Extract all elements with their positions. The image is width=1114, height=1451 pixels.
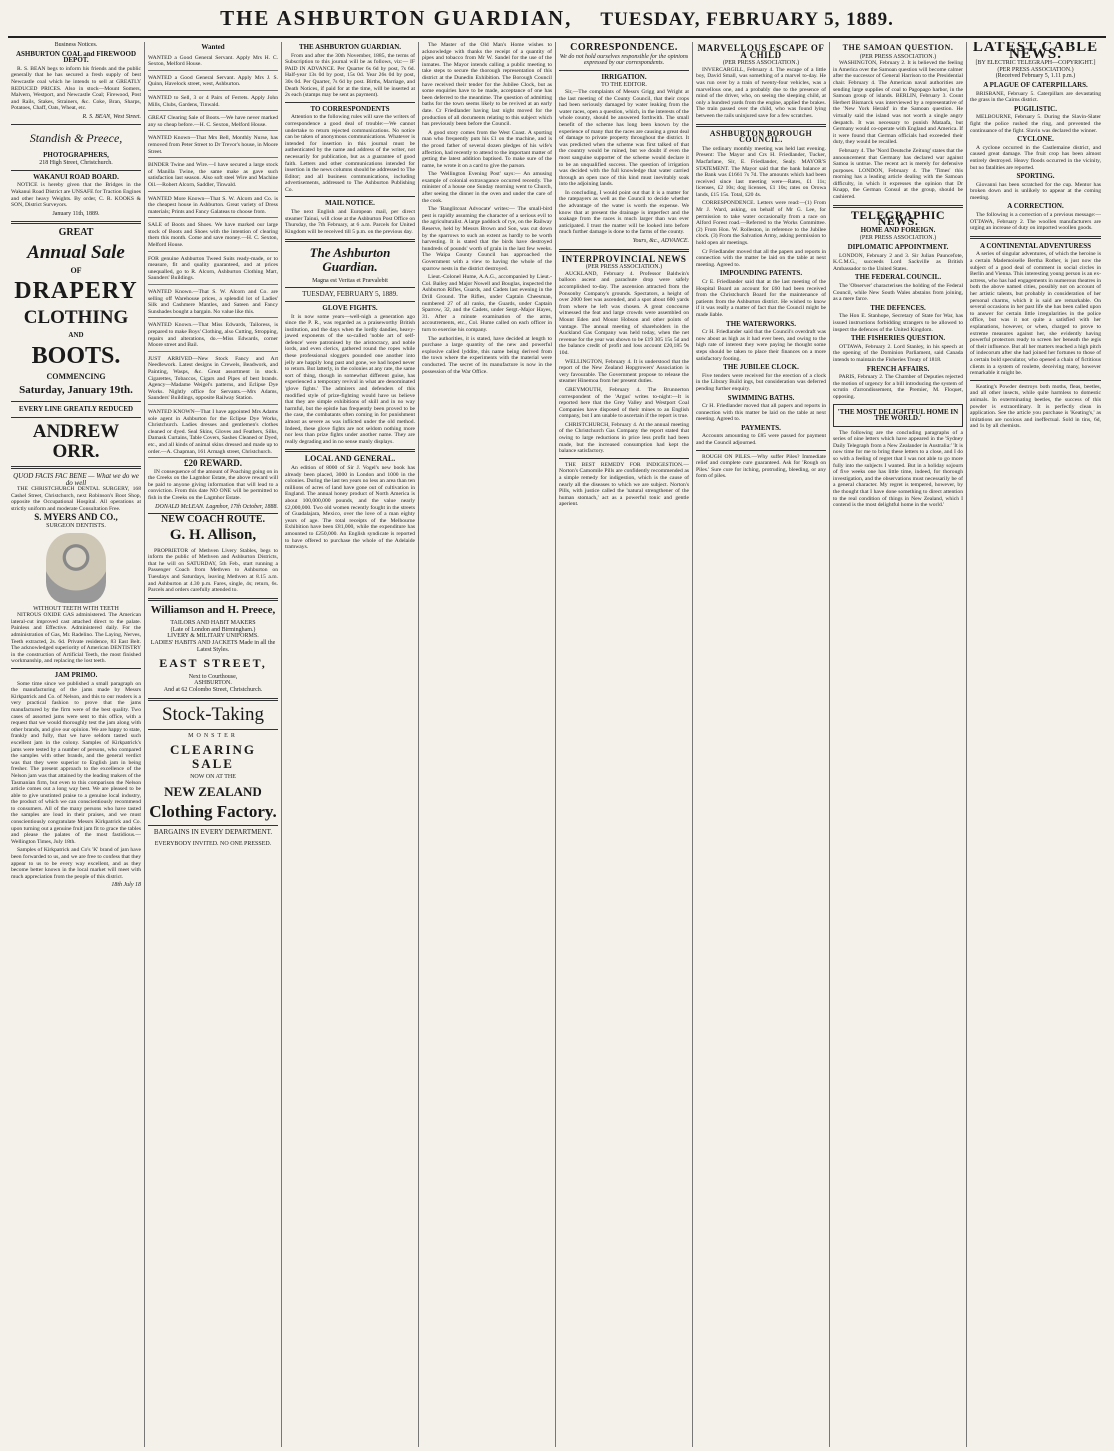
correspondents-body: Attention to the following rules will save the writers of correspondence a good deal of trouble:—We cannot undertake to return rejected communications. No notice can be taken of anonymous communications. Whatever is intended for insertion in this journal must be authenticated by the name and address of the writer, not necessarily for publication, but as a guarantee of good faith. Letters and other communications intended for insertion in the news columns should be addressed to The Editor; and all business communications, including advertisements, addressed to The Ashburton Publishing Co. (285, 114, 415, 193)
news-paragraph: A good story comes from the West Coast. A sporting man who frequently puts his £1 on the machine, and is the proud father of several dozen pledges of his wife's affection, had recently to attend to the important matter of getting the latest addition baptised. To make sure of the name, he wrote it on a card to give the parson. (422, 129, 552, 169)
wanted-ad: WANTED a Good General Servant. Apply Mrs H. C. Sexton, Melford House. (148, 53, 278, 71)
tailor-town: ASHBURTON. (194, 680, 232, 687)
coach-name: G. H. Allison, (169, 526, 257, 543)
glove-fights-heading: GLOVE FIGHTS. (322, 303, 378, 312)
stock-nz: NEW ZEALAND (164, 784, 262, 800)
irrigation-body: Sir,—The complaints of Messrs Grigg and Wright at the last meeting of the County Council, that their crops had been seriously damaged by water leaking from the water races, open a question, which, in the interests of the whole county, should be answered forthwith. The small benefit of the scheme has long been known by the experience of many that the races are causing a great deal of damage to private property throughout the district. It was predicted when the scheme was first talked of that the country would be ruined, but we doubt if even the most sanguine supporter of the scheme would declare it to be an unqualified success. The question of irrigation was decided with the full knowledge that water carried through an open race of this kind must inevitably soak into the adjoining lands. (559, 88, 689, 188)
diplomatic-heading: DIPLOMATIC APPOINTMENT. (847, 243, 949, 252)
jam-tail: Samples of Kirkpatrick and Co's 'K' brand of jam have been forwarded to us, and we are free to confess that they appear to us to be every way excellent, and as they become better known in the local market will meet with much appreciation from the people of this district. (11, 847, 141, 880)
sale-commencing: COMMENCING (46, 371, 106, 381)
samoan-question-body-2: February 4. The 'Nord Deutsche Zeitung' states that the announcement that Germany has declared war against Samoa is untrue. The recent act is merely for defensive purposes. LONDON, February 4. The 'Times' this morning has a leading article dealing with the Samoan difficulty, in which it expresses the opinion that Dr Knapp, the German Consul at the group, should be cashiered. (833, 147, 963, 201)
jubilee-clock-heading: THE JUBILEE CLOCK. (723, 363, 799, 372)
coal-depot-body: R. S. BEAN begs to inform his friends and the public generally that he has secured a fresh supply of best Newcastle coal which he intends to sell at GREATLY REDUCED PRICES. Also in stock—Mount Somers, Malvern, Westport, and Newcastle Coal; Firewood, Post and Rails, Stakes, Strainers, &c. Coke, Bran, Sharps, Potatoes, Chaff, Oats, Wheat, etc. (11, 65, 141, 112)
waterworks-heading: THE WATERWORKS. (726, 319, 796, 328)
diplomatic-body: LONDON, February 2 and 3. Sir Julian Pauncefote, K.C.M.G., succeeds Lord Sackville as British Ambassador to the United States. (833, 252, 963, 272)
mail-body: The next English and European mail, per direct steamer Tainui, will close at the Ashburton Post Office on Thursday, the 7th February, at 6 a.m. Parcels for United Kingdom will be received till 5 p.m. on the previous day. (285, 209, 415, 235)
pugilistic-body: MELBOURNE, February 5. During the Slavin-Slater fight the police rushed the ring, and prevented the continuance of the fight. Slavin was declared the winner. (970, 114, 1101, 134)
tailor-late: (Late of London and Birmingham.) (170, 626, 256, 633)
cyclone-body: A cyclone occurred in the Castlemaine district, and caused great damage. The fruit crop has been almost entirely destroyed. Heavy floods occurred in the vicinity, but no fatalities are reported. (970, 144, 1101, 171)
correction-body: The following is a correction of a previous message:— OTTAWA, February 2. The woollen manufacturers are urging an increase of duty on imported woollen goods. (970, 212, 1101, 232)
sale-name: ANDREW ORR. (32, 421, 120, 462)
delightful-home-box (833, 404, 963, 427)
sporting-body: Giovanni has been scratched for the cup. Mentor has broken down and is unlikely to appear at the coming meeting. (970, 181, 1101, 201)
waterworks-body: Cr H. Friedlander said that the Council's overdraft was now about as high as it had ever been, and owing to the high rate of interest they were paying he thought some steps should be taken to place their finances on a more satisfactory footing. (696, 329, 826, 362)
sporting-heading: SPORTING. (1016, 172, 1055, 181)
column-5 (556, 42, 693, 1447)
keating-ad: Keating's Powder destroys both moths, fleas, beetles, and all other insects, while quite harmless to domestic animals. In exterminating beetles, the success of this powder is extraordinary. It is perfectly clean in application. See the article you purchase is 'Keating's,' as imitations are noxious and ineffectual. Sold in tins, 6d, and 1s by all chemists. (970, 383, 1101, 430)
pugilistic-heading: PUGILISTIC. (1014, 104, 1057, 113)
tailor-also: And at 62 Colombo Street, Christchurch. (163, 687, 263, 694)
borough-council-body: The ordinary monthly meeting was held last evening. Present: The Mayor and Crs H. Friedlander, Tucker, Macfarlane, Sir, E. Friedlander, Sealy. MAYOR'S STATEMENT. The Mayor said that the bank balance at the Bank was £1661 7s 7d. The amounts which had been received since last meeting were—Rates, £1 11s; licenses, £2 10s; dog licenses, £1 10s; rates on Orowa lands, £15 15s. Total, £20 4s. (696, 145, 826, 198)
wanted-heading: Wanted (201, 43, 225, 51)
reward-heading: £20 REWARD. (183, 458, 242, 469)
marvellous-escape-heading: MARVELLOUS ESCAPE OF A CHILD (697, 43, 825, 60)
marvellous-escape-body: INVERCARGILL, February 4. The escape of a little boy, David Small, was something of a marvel to-day. He was run over by a train of twenty-four vehicles, was a marvellous one, and a probably due to the presence of mind of the driver, who, on seeing the sleeping child, at only a hundred yards from the engine, applied the brakes. The train passed over the child, who was found lying between the rails uninjured save for a few scratches. (696, 66, 826, 119)
impounding-heading: IMPOUNDING PATENTS. (719, 269, 803, 278)
payments-body: Accounts amounting to £85 were passed for payment and the Council adjourned. (696, 433, 826, 447)
stock-heading: Stock-Taking (161, 703, 265, 725)
stock-everybody: EVERYBODY INVITED. NO ONE PRESSED. (154, 841, 272, 848)
sale-clothing: CLOTHING (23, 307, 129, 329)
irrigation-heading: IRRIGATION. (601, 72, 647, 81)
defences-heading: THE DEFENCES. (870, 303, 926, 312)
fisheries-body: OTTAWA, February 2. Lord Stanley, in his speech at the opening of the Dominion Parliament, said Canada intends to maintain the Fisheries Treaty of 1818. (833, 343, 963, 363)
adventuress-heading: A CONTINENTAL ADVENTURESS (979, 241, 1092, 250)
column-1 (8, 42, 145, 1447)
latest-cable-source: [BY ELECTRIC TELEGRAPH—COPYRIGHT.] (PER PRESS ASSOCIATION.) (975, 60, 1096, 73)
caterpillars-heading: A PLAGUE OF CATERPILLARS. (983, 80, 1088, 89)
photographer-heading: PHOTOGRAPHERS, (43, 150, 109, 159)
sale-annual: Annual Sale (27, 241, 125, 263)
dental-labels: WITHOUT TEETH WITH TEETH (33, 605, 119, 612)
payments-heading: PAYMENTS. (741, 423, 781, 432)
jam-body: Some time since we published a small paragraph on the manufacturing of the jams made by Messrs Kirkpatrick and Co. of Nelson, and this to our readers is a very practical fashion to prove that the jams manufactured by the firm were of the best quality. Two cases of assorted jams were sent to this office, with a request that we would thoroughly test the jam along with other brands, and give our opinion. We are happy to state, frankly and fully, that we have seldom tasted such excellent jam in the colony. Samples of Kirkpatrick's jams were tested by a number of persons, who compared the samples with other brands, and the general verdict was that they were superior to English jam in being fresher. The present approach to the excellence of the Nelson jam was that attained by the leading makers of the Tasmanian firm, but even to this comparison the Nelson article comes out a long way best. We are pleased to be able to give unstinted praise to a genuine local industry, the product of which we can conscientiously recommend to consumers. All of the many persons who have tasted the samples are loud in their praises, and we must conscientiously congratulate Messrs Kirkpatrick and Co. upon turning out a genuine fruit jam fit to grace the tables and please the palates of the most fastidious.—Wellington Times, July 18th. (11, 680, 141, 845)
stock-clearing: CLEARING SALE (169, 742, 257, 771)
swimming-baths-body: Cr H. Friedlander moved that all papers and reports in connection with this matter be laid on the table at next meeting. Agreed to. (696, 403, 826, 423)
mail-heading: MAIL NOTICE. (325, 199, 375, 208)
portrait-illustration (46, 533, 106, 603)
wanted-ad: WANTED to Sell, 3 or 4 Pairs of Ferrets. Apply John Mills, Clubs, Gardens, Tinwald. (148, 93, 278, 111)
newspaper-title: THE ASHBURTON GUARDIAN, (220, 6, 573, 30)
impounding-body: Cr E. Friedlander said that at the last meeting of the Hospital Board an account for £60 had been received from the Christchurch Board for the maintenance of patients from the Ashburton district. He wished to know if it was really a matter of fact that the Council might be made liable. (696, 279, 826, 318)
federal-council-body: The 'Observer' characterises the holding of the Federal Council, while New South Wales abstains from joining, as a mere farce. (833, 283, 963, 303)
remedy-ad: THE BEST REMEDY FOR INDIGESTION.—Norton's Camomile Pills are confidently recommended as a simple remedy for indigestion, which is the cause of nearly all the diseases to which we are subject. Norton's Pills, with justice called the 'natural strengthener of the human stomach,' act as a powerful tonic and gentle aperient. (559, 461, 689, 508)
stock-bargains: BARGAINS IN EVERY DEPARTMENT. (153, 827, 273, 836)
reward-body: IN consequence of the amount of Poaching going on in the Creeks on the Lagmhor Estate, the above reward will be paid to anyone giving information that will lead to a conviction. From this date NO ONE will be permitted to fish in the Creeks on the Lagmhor Estate. (148, 468, 278, 502)
paper-title: The Ashburton Guardian. (309, 245, 391, 275)
dental-motto: QUOD FACIS FAC BENE — What we do we do well (13, 471, 139, 487)
wanted-ad: FOR genuine Ashburton Tweed Suits ready-made, or to measure, fit and quality guaranteed, and at prices unequalled, go to R. Alcorn, Ashburton Clothing Mart, Saunders' Buildings. (148, 254, 278, 285)
column-4 (419, 42, 556, 1447)
column-6 (693, 42, 830, 1447)
adventuress-body: A series of singular adventures, of which the heroine is a certain Mademoiselle Bertha Rother, is just now the subject of a good deal of comment in social circles in Berlin and Vienna. This interesting young person is an ex-actress, who has had engagements in numerous theatres in both the above named cities, possibly not on account of her artistic talents, but probably in consideration of her personal charms, which it is said are remarkable. On several occasions in her past life she has been called upon to answer for certain little irregularities in the police office, but was it not quite a satisfied with her explanations, however, or when, charged to prove to extreme measures against her, she evidently having powerful protectors ready to screen her beneath the ægis of their influence. But all her matters reached a high pitch of indecorum after she had joined her fortunes to those of a certain bold speculator, who opened a chain of fictitious clients in a system of roulette, deceiving many, however remarkable it might be. (970, 251, 1101, 377)
dental-copy: NITROUS OXIDE GAS administered. The American lateral-cut improved cast attached direct to the palate. Painless and Effective. Administered daily. For the administration of Gas, Mr. Radelino. The Laying, Nerves, Teeth extracted, 2s. 6d. Private residence, 83 East Belt. The acknowledged superiority of American DENTISTRY in the construction of Artificial Teeth, the most finished workmanship, and replacing the lost teeth. (11, 612, 141, 665)
borough-council-heading: ASHBURTON BOROUGH COUNCIL. (709, 128, 813, 145)
tailor-street: EAST STREET, (159, 656, 267, 671)
irrigation-sign: Yours, &c., ADVANCE. (632, 238, 689, 245)
wanted-ad: WANTED Known.—That Miss Edwards, Tailoress, is prepared to make Boys' Clothing, also Cutting, Stropping, repairs and alterations, do.—Miss Edwards, corner Moore street and Bail. (148, 320, 278, 351)
tailor-name: Williamson and H. Preece, (150, 603, 276, 616)
wanted-ad: BINDER Twine and Wire.—I have secured a large stock of Manilla Twine, the same make as gave such satisfaction last season. Also soft steel Wire and Machine Oil.—Robert Alcorn, Saddler, Tinwald. (148, 160, 278, 191)
coal-depot-sign: R. S. BEAN, West Street. (82, 113, 141, 120)
telegraphic-news-sub: HOME AND FOREIGN. (860, 225, 936, 234)
column-3 (282, 42, 419, 1447)
column-7 (830, 42, 967, 1447)
tailor-ladies: LADIES' HABITS AND JACKETS Made in all the Latest Styles. (150, 640, 276, 653)
column-2 (145, 42, 282, 1447)
caterpillars-body: BRISBANE, February 5. Caterpillars are devastating the grass in the Cairns district. (970, 90, 1101, 104)
photographer-signature: Standish & Preece, (29, 131, 123, 146)
glove-fights-body: It is now some years—well-nigh a generation ago since the P. R., was regarded as a praiseworthy British institution, and the days when the lordly dandies, heavy-jawed exponents of the so-called 'noble art of self-defence' were patronised by the aristocracy, and noble lords, and even clerics, gathered round the ropes while these professional sloggers pounded one another into jelly are happily long past and gone, we had hoped never to return. But latterly, in the colonies at any rate, the same sort of thing, though in somewhat different guise, has experienced a temporary revival in what are denominated 'glove fights.' The admirers and defenders of this modified style of prize-fighting would have us believe that they are simple exhibitions of skill and in no way harmful, but the epistle has frequently been proved to be the case, the combatants often coming in for punishment almost as severe as was inflicted under the old method. Indeed, these glove fights are not seldom nothing more nor less than prize fights under another name. They are really degrading and in no sense manly displays. (285, 313, 415, 445)
defences-body: The Hon E. Stanhope, Secretary of State for War, has issued instructions forbidding strangers to be allowed to inspect the defences of the United Kingdom. (833, 313, 963, 333)
paper-date: TUESDAY, FEBRUARY 5, 1889. (302, 290, 398, 299)
swimming-baths-heading: SWIMMING BATHS. (727, 393, 795, 402)
fisheries-heading: THE FISHERIES QUESTION. (850, 334, 946, 343)
borough-council-correspondence: CORRESPONDENCE. Letters were read:—(1) From Mr J. Ward, asking, on behalf of Mr G. Lee, for permission to take water occasionally from a race on Alford Forest road.—Referred to the Works Committee. (2) From Hon. W. Rolleston, in reference to the Jubilee clock. (3) From the Salvation Army, asking permission to hold open air meetings. (696, 200, 826, 247)
samoan-question-body: WASHINGTON, February 2. It is believed the feeling in America over the Samoan question will become calmer after the successor of General Harrison to the Presidential chair. February 4. The American naval authorities are sending large supplies of coal to Pagopago harbor, in the Samoan group of islands. BERLIN, February 3. Count Herbert Bismarck was interviewed by a representative of the 'New York Herald' in the Samoan question. He virtually said the island was not worth a single angry despatch. It was necessary to punish Mataafa, but Germany would co-operate with England and America. If it were found that German officials had exceeded their duty, they would be recalled. (833, 60, 963, 146)
sale-great: GREAT (58, 227, 94, 239)
sale-of: OF (70, 265, 82, 275)
interprovincial-heading: INTERPROVINCIAL NEWS (561, 253, 687, 264)
reward-sign: DONALD McLEAN. Lagmhor, 17th October, 1888. (155, 503, 278, 510)
sale-boots: BOOTS. (31, 342, 121, 369)
delightful-home-body: The following are the concluding paragraphs of a series of nine letters which have appeared in the 'Sydney Daily Telegraph from a New Zealander in Australia:' 'It is now time for me to bring these letters to a close, and I do so with a feeling of regret that I was not able to go more fully into the subjects I wanted. But in a holiday sojourn of five weeks one has little time, indeed, for thorough investigation, and the observations must necessarily be of a general character. My regret is tempered, however, by the thought that I have done something to direct attention to the real condition of things in New Zealand, which I contend is the most delightful home in the world.' (833, 429, 963, 509)
sale-and: AND (68, 331, 84, 340)
interprovincial-body-2: WELLINGTON, February 4. It is understood that the report of the New Zealand Hopgrowers' Association is very favourable. The Government propose to release the steamer Hinemoa from her present duties. (559, 358, 689, 385)
correspondents-heading: TO CORRESPONDENTS (310, 104, 390, 113)
wanted-ad: WANTED KNOWN—That I have appointed Mrs Adams sole agent in Ashburton for the Eclipse Dye Works, Christchurch. Ladies dresses and gentlemen's clothes cleaned or dyed. Seal Skins, Gloves and Feathers, Silks, Damask Curtains, Table Covers, Sashes Cleaned or Dyed, etc., and all kinds of animal skins dressed and made up to order.—A. Chapman, 161 Armagh street, Christchurch. (148, 407, 278, 458)
french-affairs-heading: FRENCH AFFAIRS. (866, 364, 930, 373)
wanted-ad: JUST ARRIVED—New Stock Fancy and Art Needlework. Latest designs in Crewels, Beadwork, and Painting, Wasps, &c. Great assortment in stock. Cigarettes, Tobaccos, Cigars and Pipes of best brands. Agency—Madame Weigel's patterns, and Eclipse Dye Works. Nightly office for Servants.—Mrs Adams, Saunders' Buildings, opposite Railway Station. (148, 354, 278, 405)
dental-name: S. MYERS AND CO., (34, 512, 118, 523)
interprovincial-body-3: GREYMOUTH, February 4. The Brunnerton correspondent of the 'Argus' writes to-night:—It is reported here that the Grey Valley and Westport Coal Companies have disposed of their mines to an English company, but I am unable to ascertain if the report is true. (559, 386, 689, 420)
samoan-question-heading: THE SAMOAN QUESTION. (842, 43, 954, 52)
guardian-terms-heading: THE ASHBURTON GUARDIAN. (298, 43, 402, 51)
sale-drapery: DRAPERY (14, 278, 138, 305)
coal-depot-heading: ASHBURTON COAL and FIREWOOD DEPOT. (15, 49, 136, 65)
correction-heading: A CORRECTION. (1007, 202, 1064, 211)
coach-body: PROPRIETOR of Methven Livery Stables, begs to inform the public of Methven and Ashburton Districts, that he will on SATURDAY, 5th Feb., start running a Passenger Coach from Methven to Ashburton on Tuesdays and Saturdays, leaving Methven at 8.15 a.m. and Ashburton at 4.30 p.m. Fares, single, 4s; return, 6s. Parcels and orders carefully attended to. (148, 547, 278, 594)
telegraphic-news-source: (PER PRESS ASSOCIATION.) (859, 235, 937, 242)
coach-heading: NEW COACH ROUTE. (161, 514, 265, 526)
sale-date: Saturday, January 19th. (19, 384, 133, 397)
tailor-next: Next to Courthouse, (188, 673, 238, 680)
correspondence-note: We do not hold ourselves responsible for the opinions expressed by our correspondents. (559, 53, 689, 67)
columns (8, 42, 1106, 1447)
interprovincial-body-4: CHRISTCHURCH, February 4. At the annual meeting of the Christchurch Gas Company the report stated that owing to large reductions in price less profit had been made, but the increased consumption had kept the balance satisfactory. (559, 421, 689, 455)
news-paragraph: The 'Banglitcoat Advocate' writes:— The small-bird pest is rapidly assuming the character of a serious evil to the agriculturalist. A large paddock of rye, on the Railway Reserve, held by Messrs Brown and Son, was cut down by the sparrows to such an extent as hardly to be worth harvesting. It is stated that the birds have destroyed hundreds of pounds' worth of grain in the last few weeks. The Waipa County Council has approached the Government with a view to having the whole of the sparrow nests in the district destroyed. (422, 206, 552, 272)
cyclone-heading: CYCLONE. (1017, 135, 1054, 144)
stock-factory: Clothing Factory. (149, 801, 277, 821)
business-notices-label: Business Notices. (54, 42, 98, 48)
jam-heading: JAM PRIMO. (54, 671, 98, 680)
local-general-body: An edition of 8000 of Sir J. Vogel's new book has already been placed, 3000 in London and 1000 in the colonies. During the last ten years no less an area than ten millions of acres of land have gone out of cultivation in England. The annual honey product of North America is about 100,000,000 pounds, and the value nearly £2,000,000. Two old women recently fought in the streets of Guadalajara, Mexico, over the love of a man eighty years of age. The total receipts of the Melbourne Exhibition have been £81,000, while the expenditure has amounted to £250,000. An English syndicate is reported to have offered to purchase the whole of the Adelaide tramways. (285, 464, 415, 551)
guardian-terms-body: From and after the 30th November, 1885, the terms of Subscription to this journal will be as follows, viz:— IF PAID IN ADVANCE. Per Quarter 6s 6d by post, 7s 6d. Half-year 13s 0d by post, 15s 0d. Year 26s 0d by post, 30s 0d. Per Quarter, 7s 6d by post. Births, Marriage, and Death Notices, if paid for at the time, will be inserted at 2s each (stamps may be sent as payment). (285, 52, 415, 99)
column-8 (967, 42, 1104, 1447)
wanted-ad: WANTED Known.—That S. W. Alcorn and Co. are selling off Warehouse prices, a splendid lot of Ladies' Silk and Cashmere Mantles, and Sateen and Fancy Sunshades bought a bargain. No value like this. (148, 287, 278, 318)
stock-now: NOW ON AT THE (190, 774, 236, 781)
local-general-heading: LOCAL AND GENERAL. (304, 454, 396, 464)
interprovincial-source: (PER PRESS ASSOCIATION.) (585, 264, 663, 271)
masthead (8, 6, 1106, 38)
dental-sub: SURGEON DENTISTS. (46, 523, 106, 530)
borough-council-body-2: Cr Friedlander moved that all the papers and reports in connection with the matter be laid on the table at next meeting. Agreed to. (696, 248, 826, 268)
dental-body: THE CHRISTCHURCH DENTAL SURGERY, 168 Cashel Street, Christchurch, next Robinson's Boot Shop, opposite the Occupational Hospital. All operations at strictly uniform and moderate Consultation Free. (11, 486, 141, 512)
marvellous-escape-source: (PER PRESS ASSOCIATION.) (722, 60, 800, 67)
french-affairs-body: PARIS, February 2. The Chamber of Deputies rejected the motion of urgency for a bill introducing the system of scrutin d'arrondissement, the Premier, M. Floquet, opposing. (833, 374, 963, 400)
wanted-ad: GREAT Clearing Sale of Boots.—We have never marked any so cheap before.—H. C. Sexton, Melford House. (148, 113, 278, 131)
issue-date: TUESDAY, FEBRUARY 5, 1889. (600, 9, 894, 30)
jubilee-clock-body: Five tenders were received for the erection of a clock in the Library Build ings, but consideration was deferred pending further enquiry. (696, 372, 826, 392)
delightful-home-heading: 'THE MOST DELIGHTFUL HOME IN THE WORLD.' (837, 407, 959, 423)
news-paragraph: The authorities, it is stated, have decided at length to purchase a large quantity of the new and powerful explosive called lyddite, this name being derived from the town where the experiments with the material were conducted. The secret of its manufacture is now in the possession of the War Office. (422, 335, 552, 375)
sale-line: EVERY LINE GREATLY REDUCED (18, 404, 134, 413)
road-board-date: January 11th, 1889. (52, 210, 100, 217)
wanted-ad: WANTED a Good General Servant. Apply Mrs J. S. Quinn, Havelock street, west, Ashburton. (148, 73, 278, 91)
road-board-heading: WAKANUI ROAD BOARD. (33, 172, 119, 181)
wanted-ad: WANTED More Known—That S. W. Alcorn and Co. is the cheapest house in Ashburton. Great variety of Dress materials; Prints and Fancy Galateas to choose from. (148, 194, 278, 219)
wanted-ad: WANTED Known—That Mrs Bell, Monthly Nurse, has removed from Peter Street to Dr Trevor's house, in Moore Street. (148, 133, 278, 158)
photographer-address: 218 High Street, Christchurch. (39, 160, 113, 167)
road-board-body: NOTICE is hereby given that the Bridges in the Wakanui Road District are UNSAFE for Traction Engines and other heavy Weights. By order, C. R. KOOKS & SON, District Surveyors. (11, 182, 141, 209)
irrigation-body-2: In concluding, I would point out that it is a matter for the ratepayers as well as the Council to decide whether the advantage of the water is worth the expense. We know that at present the drainage is imperfect and the soakage from the races is much larger than was ever anticipated. I trust the matter will be looked into before much further damage is done to the farms of the county. (559, 189, 689, 236)
latest-cable-received: (Received February 5, 1.11 p.m.) (995, 73, 1076, 80)
correspondence-heading: CORRESPONDENCE. (570, 42, 678, 53)
latest-cable-heading: LATEST CABLE NEWS. (972, 42, 1099, 62)
news-paragraph: The Master of the Old Man's Home wishes to acknowledge with thanks the receipt of a quantity of pipes and tobacco from Mr W. Sandel for the use of the inmates. The Mayor intends calling a public meeting to take steps to secure the thorough representation of this district at the Dunedin Exhibition. The Borough Council have received their tender for the Jubilee Clock, but as some enquiries have to be made, acceptance of one has been deferred to the meantime. The question of admitting baths for the town seems likely to be revived at an early date. Cr Friedlander having last night moved for the production of all documents relating to this subject which has previously been before the Council. (422, 42, 552, 128)
interprovincial-body: AUCKLAND, February 4. Professor Baldwin's balloon ascent and parachute drop were safely accomplished to-day. The ascension attracted from the Ponsonby Company's grounds. Spectators, a height of over 2000 feet was ascended, and a spot about 600 yards from where he left was chosen. A great concourse witnessed the feat and large crowds were assembled on Mount Eden and Mount Hobson and other points of vantage. The annual meeting of shareholders in the Auckland Gas Company was held today, when the net revenue for the year was shown to be £19 305 15s 5d and the balance credit of profit and loss account £20,185 9s 10d. (559, 270, 689, 356)
tailor-sub: TAILORS AND HABIT MAKERS (170, 620, 256, 627)
tailor-livery: LIVERY & MILITARY UNIFORMS. (167, 633, 259, 640)
paper-motto: Magna est Veritas et Prævalebit (312, 277, 388, 284)
samoan-question-source: (PER PRESS ASSOCIATION.) (859, 53, 937, 60)
stock-monster: MONSTER (188, 732, 238, 739)
news-paragraph: The 'Wellington Evening Post' says:— An amusing example of colonial extravagance occurred recently. The minister of a house one Sunday morning went to Church, after seeing the dinner in the oven and under the care of the cook. (422, 171, 552, 204)
rough-on-piles-ad: ROUGH ON PILES.—Why suffer Piles? Immediate relief and complete cure guaranteed. Ask for 'Rough on Piles.' Sure cure for itching, protruding, bleeding, or any form of piles. (696, 453, 826, 480)
telegraphic-news-heading: TELEGRAPHIC NEWS. (850, 207, 946, 229)
federal-council-heading: THE FEDERAL COUNCIL. (854, 273, 942, 282)
wanted-ad: SALE of Boots and Shoes. We have marked our large stock of Boots and Shoes with the intention of clearing them this month. Come and save money.—H. C. Sexton, Melford House. (148, 220, 278, 251)
irrigation-to: TO THE EDITOR. (601, 82, 647, 89)
news-paragraph: Lieut.-Colonel Hume, A.A.G., accompanied by Lieut.-Col. Bailey and Major Nowell and Bouglas, inspected the Ashburton Rifles, Guards, and Cadets last evening in the Drill Ground. The Rifles, under Captain Cheesman, numbered 27 of all ranks, the Guards, under Captain Sparrow, 32, and the Cadets, under Sergt.-Major Hayes, 31. After a minute examination of the arms, accoutrements, etc., Col. Hume called on each officer in turn to exercise his company. (422, 274, 552, 333)
jam-sign: 18th July 18 (111, 882, 141, 889)
